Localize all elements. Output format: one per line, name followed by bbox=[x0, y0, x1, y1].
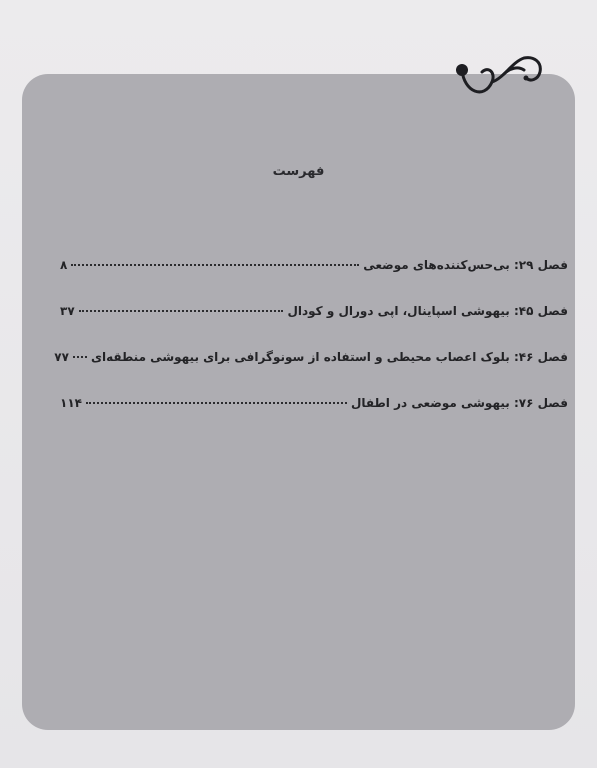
table-of-contents bbox=[54, 258, 568, 442]
toc-entry-chapter-29[interactable] bbox=[60, 258, 568, 304]
toc-entry-chapter-45[interactable] bbox=[60, 304, 568, 350]
toc-entry-chapter-76[interactable] bbox=[60, 396, 568, 442]
toc-page-number: ۷۷ bbox=[54, 350, 69, 364]
toc-page-number: ۳۷ bbox=[60, 304, 75, 318]
toc-page-number: ۱۱۴ bbox=[60, 396, 82, 410]
page-title: فهرست bbox=[272, 164, 325, 179]
dot-leader bbox=[86, 402, 347, 404]
toc-entry-chapter-46[interactable] bbox=[54, 350, 568, 396]
dot-leader bbox=[71, 264, 359, 266]
toc-entry-title: فصل ۷۶: بیهوشی موضعی در اطفال bbox=[350, 396, 568, 410]
dot-leader bbox=[79, 310, 284, 312]
toc-entry-title: فصل ۴۶: بلوک اعصاب محیطی و استفاده از سونوگرافی برای بیهوشی منطقه‌ای bbox=[90, 350, 568, 364]
toc-entry-title: فصل ۴۵: بیهوشی اسپاینال، اپی دورال و کودال bbox=[287, 304, 568, 318]
toc-page-number: ۸ bbox=[60, 258, 68, 272]
dot-leader bbox=[73, 356, 87, 358]
stethoscope-icon bbox=[452, 48, 548, 106]
toc-entry-title: فصل ۲۹: بی‌حس‌کننده‌های موضعی bbox=[363, 258, 568, 272]
